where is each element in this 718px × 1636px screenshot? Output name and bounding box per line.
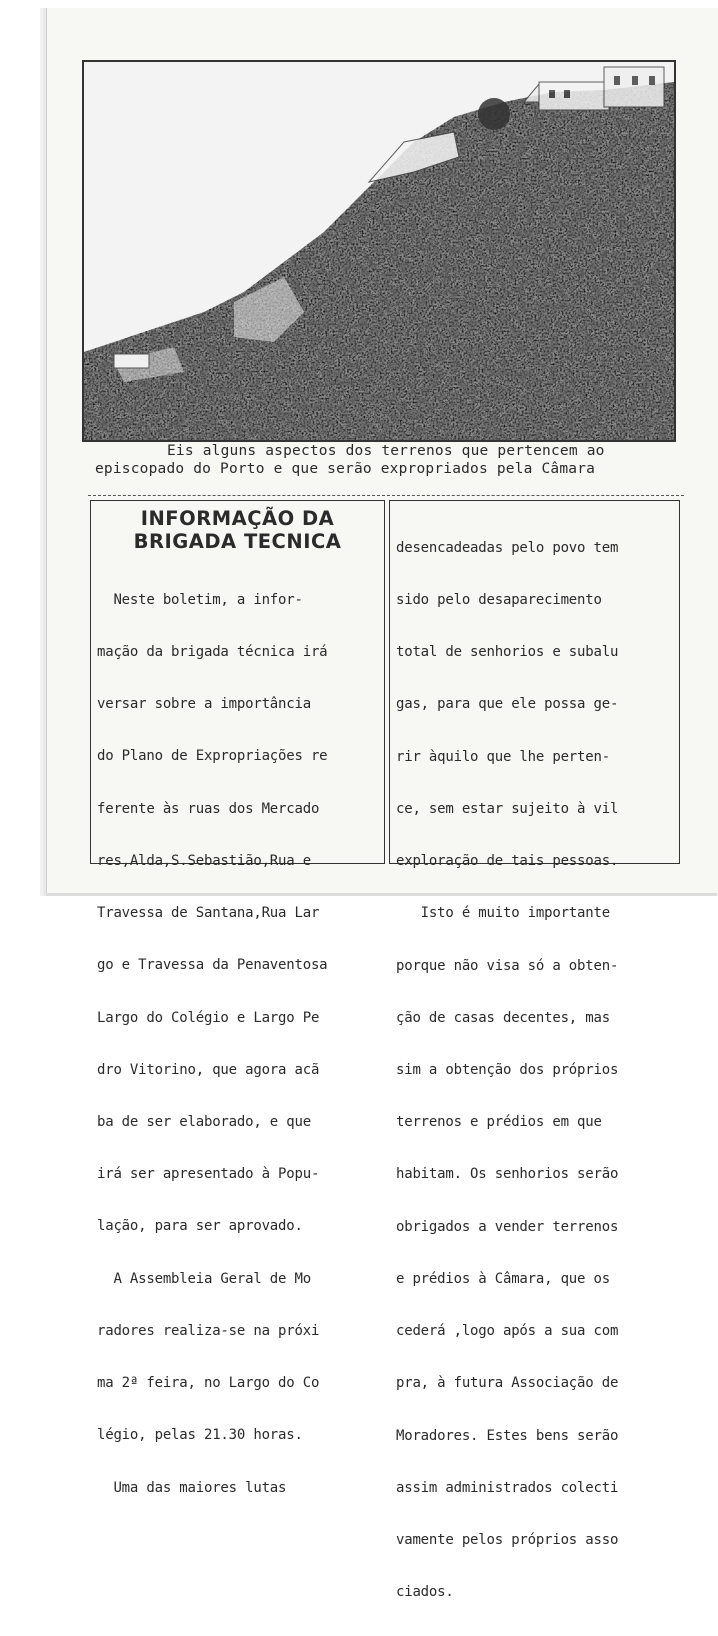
text-line: ferente às ruas dos Mercado bbox=[97, 800, 320, 817]
text-line: ce, sem estar sujeito à vil bbox=[396, 800, 619, 817]
text-line: ção de casas decentes, mas bbox=[396, 1009, 610, 1026]
text-line: Isto é muito importante bbox=[396, 905, 610, 922]
text-line: A Assembleia Geral de Mo bbox=[97, 1270, 311, 1287]
article-left-column bbox=[90, 500, 385, 1496]
text-line: ma 2ª feira, no Largo do Co bbox=[97, 1375, 320, 1392]
photo-caption bbox=[95, 442, 685, 478]
text-line: Largo do Colégio e Largo Pe bbox=[97, 1009, 320, 1026]
text-line: rir àquilo que lhe perten- bbox=[396, 748, 610, 765]
text-line: versar sobre a importância bbox=[97, 696, 311, 713]
text-line: Uma das maiores lutas bbox=[97, 1479, 287, 1496]
text-line: terrenos e prédios em que bbox=[396, 1114, 602, 1131]
headline-line-2: BRIGADA TECNICA bbox=[133, 530, 342, 553]
caption-line-1: Eis alguns aspectos dos terrenos que pertencem ao bbox=[167, 443, 605, 459]
text-line: res,Alda,S.Sebastião,Rua e bbox=[97, 852, 311, 869]
text-line: ciados. bbox=[396, 1584, 454, 1601]
text-line: obrigados a vender terrenos bbox=[396, 1218, 619, 1235]
text-line: go e Travessa da Penaventosa bbox=[97, 957, 328, 974]
text-line: sim a obtenção dos próprios bbox=[396, 1062, 619, 1078]
text-line: total de senhorios e subalu bbox=[396, 644, 619, 661]
article-left-body bbox=[91, 557, 384, 1532]
text-line: gas, para que ele possa ge- bbox=[396, 696, 619, 713]
text-line: Neste boletim, a infor- bbox=[97, 591, 303, 608]
text-line: porque não visa só a obten- bbox=[396, 957, 619, 974]
text-line: e prédios à Câmara, que os bbox=[396, 1270, 610, 1287]
article-headline bbox=[91, 507, 384, 553]
caption-line-2: episcopado do Porto e que serão expropriados pela Câmara bbox=[95, 461, 596, 477]
text-line: lação, para ser aprovado. bbox=[97, 1218, 303, 1235]
article-right-body bbox=[390, 501, 679, 1636]
text-line: vamente pelos próprios asso bbox=[396, 1531, 619, 1548]
text-line: habitam. Os senhorios serão bbox=[396, 1166, 619, 1183]
text-line: sido pelo desaparecimento bbox=[396, 592, 602, 609]
text-line: do Plano de Expropriações re bbox=[97, 748, 328, 765]
hillside-photo bbox=[82, 60, 676, 442]
text-line: assim administrados colecti bbox=[396, 1479, 619, 1496]
text-line: Travessa de Santana,Rua Lar bbox=[97, 905, 320, 922]
dashed-divider bbox=[88, 495, 684, 496]
text-line: mação da brigada técnica irá bbox=[97, 644, 328, 661]
text-line: radores realiza-se na próxi bbox=[97, 1322, 320, 1339]
text-line: Moradores. Estes bens serão bbox=[396, 1427, 619, 1444]
text-line: desencadeadas pelo povo tem bbox=[396, 539, 619, 556]
text-line: ba de ser elaborado, e que bbox=[97, 1114, 311, 1130]
headline-line-1: INFORMAÇÃO DA bbox=[140, 507, 335, 530]
article-right-column bbox=[389, 500, 680, 1601]
text-line: exploração de tais pessoas. bbox=[396, 853, 619, 870]
text-line: pra, à futura Associação de bbox=[396, 1375, 619, 1392]
text-line: légio, pelas 21.30 horas. bbox=[97, 1427, 303, 1444]
text-line: dro Vitorino, que agora acã bbox=[97, 1061, 320, 1078]
text-line: irá ser apresentado à Popu- bbox=[97, 1166, 320, 1183]
text-line: cederá ,logo após a sua com bbox=[396, 1323, 619, 1340]
